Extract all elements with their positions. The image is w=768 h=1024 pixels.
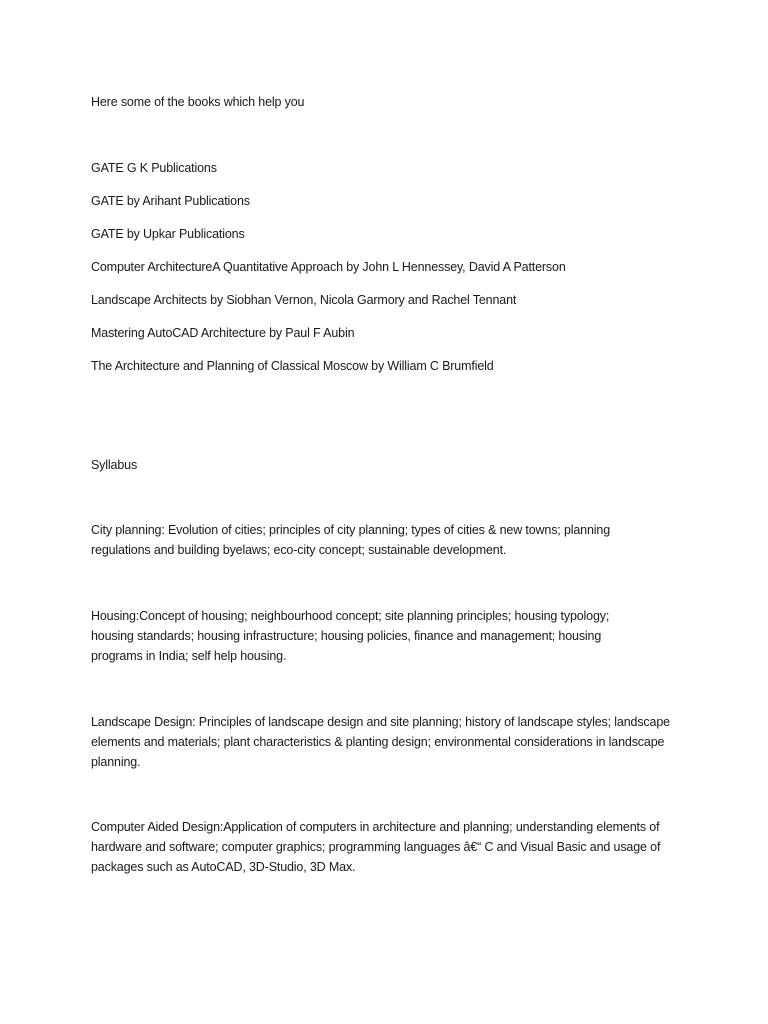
book-item: The Architecture and Planning of Classical Moscow by William C Brumfield [91, 359, 494, 373]
book-item: Computer ArchitectureA Quantitative Approach by John L Hennessey, David A Patterson [91, 260, 566, 274]
syllabus-paragraph-landscape-design: Landscape Design: Principles of landscape design and site planning; history of landscape styles; landscape elements and materials; plant characteristics & planting design; environmental considerations in landscape planning. [91, 715, 670, 769]
syllabus-heading: Syllabus [91, 458, 138, 472]
book-item: GATE by Upkar Publications [91, 227, 245, 241]
syllabus-paragraph-city-planning: City planning: Evolution of cities; principles of city planning; types of cities & new towns; planning regulations and building byelaws; eco-city concept; sustainable development. [91, 523, 611, 557]
book-item: Landscape Architects by Siobhan Vernon, Nicola Garmory and Rachel Tennant [91, 293, 517, 307]
syllabus-paragraph-housing: Housing:Concept of housing; neighbourhood concept; site planning principles; housing typology; housing standards; housing infrastructure; housing policies, finance and management; housing programs in India; self help housing. [91, 609, 610, 663]
syllabus-paragraph-computer-aided-design: Computer Aided Design:Application of computers in architecture and planning; understanding elements of hardware and software; computer graphics; programming languages â€“ C and Visual Basic and usage of packages such as AutoCAD, 3D-Studio, 3D Max. [91, 820, 661, 874]
book-item: GATE G K Publications [91, 161, 217, 175]
book-item: Mastering AutoCAD Architecture by Paul F Aubin [91, 326, 355, 340]
intro-text: Here some of the books which help you [91, 95, 305, 109]
book-item: GATE by Arihant Publications [91, 194, 250, 208]
